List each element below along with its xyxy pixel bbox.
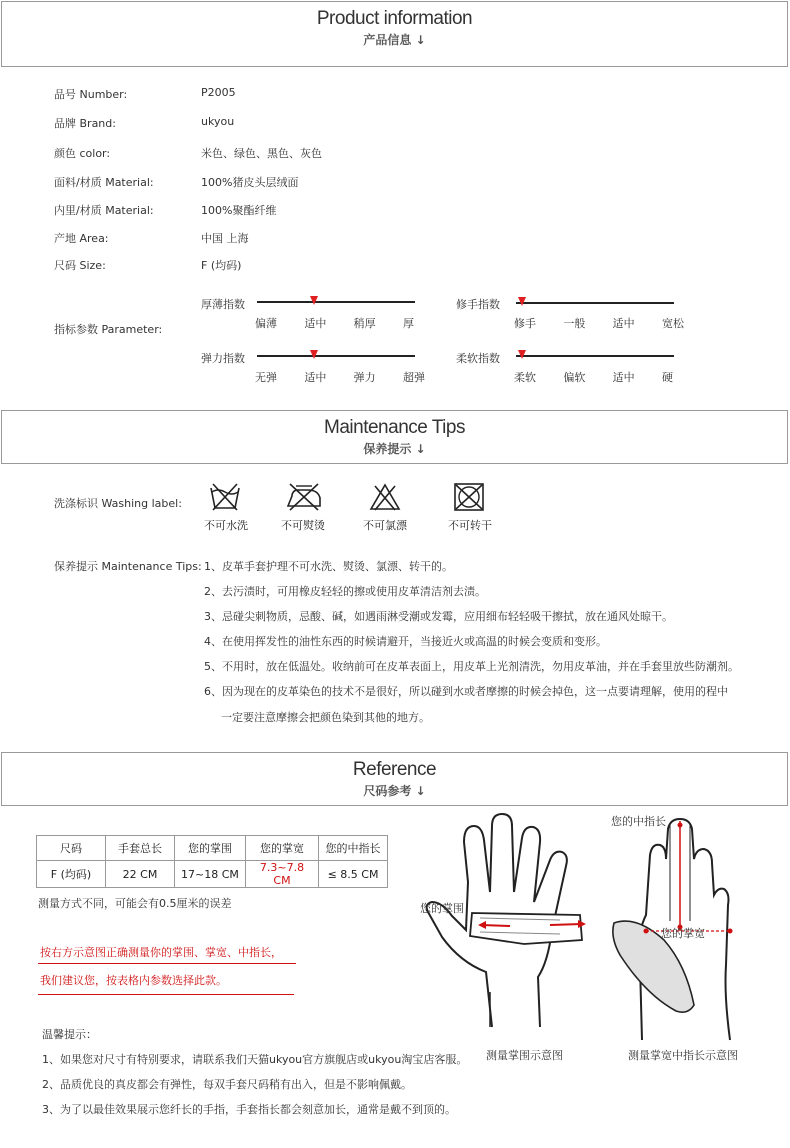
tip-item: 1、皮革手套护理不可水洗、熨烫、氯漂、转干的。: [204, 560, 453, 573]
gauge-title: 弹力指数: [201, 352, 245, 365]
section-title-cn: 保养提示 ↓: [363, 442, 426, 456]
gauge-track: [516, 302, 674, 304]
gauge-tick-label: 适中: [612, 317, 635, 330]
tip-item: 5、不用时，放在低温处。收纳前可在皮革表面上，用皮革上光剂清洗，勿用皮革油，并在手套里放些防潮剂。: [204, 660, 739, 673]
warm-title: 温馨提示：: [42, 1028, 97, 1041]
tip-item: 4、在使用挥发性的油性东西的时候请避开，当接近火或高温的时候会变质和变形。: [204, 635, 607, 648]
section-header-reference: [1, 752, 788, 806]
spec-value: P2005: [201, 86, 236, 99]
width-label: 您的掌宽: [661, 927, 705, 940]
palm-measure-illustration: [420, 812, 595, 1040]
gauge-tick-label: 宽松: [662, 317, 684, 330]
gauge-marker: [310, 296, 318, 305]
gauge-track: [257, 301, 415, 303]
spec-label: 颜色 color:: [54, 147, 111, 160]
table-header: 手套总长: [106, 836, 175, 861]
table-header-row: [37, 836, 388, 861]
gauge-tick-label: 柔软: [514, 371, 536, 384]
no-wash-icon: [209, 482, 241, 515]
red-note: 我们建议您，按表格内参数选择此款。: [40, 974, 227, 987]
spec-label: 品号 Number:: [54, 88, 128, 101]
spec-value: 100%猪皮头层绒面: [201, 176, 299, 189]
gauge-tick-label: 适中: [304, 371, 327, 384]
wash-caption: 不可熨烫: [281, 519, 325, 532]
wash-caption: 不可水洗: [204, 519, 248, 532]
gauge-marker: [310, 350, 318, 359]
wash-caption: 不可转干: [448, 519, 492, 532]
no-tumble-dry-icon: [453, 482, 485, 515]
palm-label: 您的掌围: [420, 902, 464, 915]
gauge-tick-label: 一般: [563, 317, 586, 330]
warm-tip: 2、品质优良的真皮都会有弹性，每双手套尺码稍有出入，但是不影响佩戴。: [42, 1078, 412, 1091]
warm-tip: 3、为了以最佳效果展示您纤长的手指，手套指长都会刻意加长，通常是戴不到顶的。: [42, 1103, 456, 1116]
table-header: 您的掌围: [175, 836, 246, 861]
palm-caption: 测量掌围示意图: [486, 1049, 563, 1062]
tip-item: 6、因为现在的皮革染色的技术不是很好，所以碰到水或者摩擦的时候会掉色，这一点要请理解，使用的程中: [204, 685, 728, 698]
spec-label: 内里/材质 Material:: [54, 204, 154, 217]
section-title-en: Reference: [352, 759, 437, 780]
gauge-tick-label: 偏薄: [255, 317, 277, 330]
gauge-tick-label: 无弹: [255, 371, 277, 384]
table-header: 尺码: [37, 836, 106, 861]
section-header-maintenance: [1, 410, 788, 464]
no-bleach-icon: [369, 482, 401, 515]
section-header-product-info: [1, 1, 788, 67]
spec-label: 尺码 Size:: [54, 259, 106, 272]
warm-tip: 1、如果您对尺寸有特别要求，请联系我们天猫ukyou官方旗舰店或ukyou淘宝店客服。: [42, 1053, 468, 1066]
tip-item: 3、忌碰尖刺物质，忌酸、碱，如遇雨淋受潮或发霉，应用细布轻轻吸干擦拭，放在通风处晾干。: [204, 610, 673, 623]
table-header: 您的掌宽: [246, 836, 319, 861]
section-title-en: Maintenance Tips: [324, 417, 465, 438]
washing-label: 洗涤标识 Washing label:: [54, 497, 182, 510]
table-header: 您的中指长: [319, 836, 388, 861]
gauge-tick-label: 弹力: [353, 371, 376, 384]
gauge-tick-label: 硬: [662, 371, 673, 384]
width-caption: 测量掌宽中指长示意图: [628, 1049, 738, 1062]
gauge-tick-label: 适中: [612, 371, 635, 384]
no-iron-icon: [284, 482, 324, 515]
spec-value: ukyou: [201, 115, 235, 128]
gauge-track: [516, 355, 674, 357]
spec-label: 面料/材质 Material:: [54, 176, 154, 189]
spec-value: 米色、绿色、黑色、灰色: [201, 147, 322, 160]
gauge-tick-label: 超弹: [403, 371, 425, 384]
spec-label: 品牌 Brand:: [54, 117, 116, 130]
table-cell: 17~18 CM: [175, 861, 246, 888]
spec-value: F (均码): [201, 259, 242, 272]
tip-item: 2、去污渍时，可用橡皮轻轻的擦或使用皮革清洁剂去渍。: [204, 585, 486, 598]
spec-value: 中国 上海: [201, 232, 249, 245]
section-title-cn: 尺码参考 ↓: [363, 784, 426, 798]
gauge-tick-label: 修手: [514, 317, 536, 330]
gauge-tick-label: 偏软: [563, 371, 586, 384]
parameter-label: 指标参数 Parameter:: [54, 323, 163, 336]
gauge-title: 厚薄指数: [201, 298, 245, 311]
size-table: [36, 835, 388, 888]
section-title-cn: 产品信息 ↓: [363, 33, 426, 47]
gauge-tick-label: 稍厚: [353, 317, 376, 330]
gauge-track: [257, 355, 415, 357]
maintenance-label: 保养提示 Maintenance Tips:: [54, 560, 202, 573]
table-row: [37, 861, 388, 888]
measure-note: 测量方式不同，可能会有0.5厘米的误差: [38, 897, 232, 910]
red-underline: [38, 994, 294, 995]
finger-label: 您的中指长: [611, 815, 666, 828]
section-title-en: Product information: [316, 8, 473, 29]
table-cell: 7.3~7.8 CM: [246, 861, 319, 888]
spec-label: 产地 Area:: [54, 232, 109, 245]
wash-caption: 不可氯漂: [363, 519, 407, 532]
table-cell: 22 CM: [106, 861, 175, 888]
tip-item: 一定要注意摩擦会把颜色染到其他的地方。: [221, 711, 430, 724]
table-cell: F (均码): [37, 861, 106, 888]
gauge-marker: [518, 297, 526, 306]
gauge-tick-label: 厚: [403, 317, 414, 330]
spec-value: 100%聚酯纤维: [201, 204, 277, 217]
red-underline: [38, 963, 296, 964]
gauge-title: 修手指数: [456, 298, 500, 311]
gauge-title: 柔软指数: [456, 352, 500, 365]
gauge-tick-label: 适中: [304, 317, 327, 330]
table-cell: ≤ 8.5 CM: [319, 861, 388, 888]
red-note: 按右方示意图正确测量你的掌围、掌宽、中指长，: [40, 946, 282, 959]
gauge-marker: [518, 350, 526, 359]
